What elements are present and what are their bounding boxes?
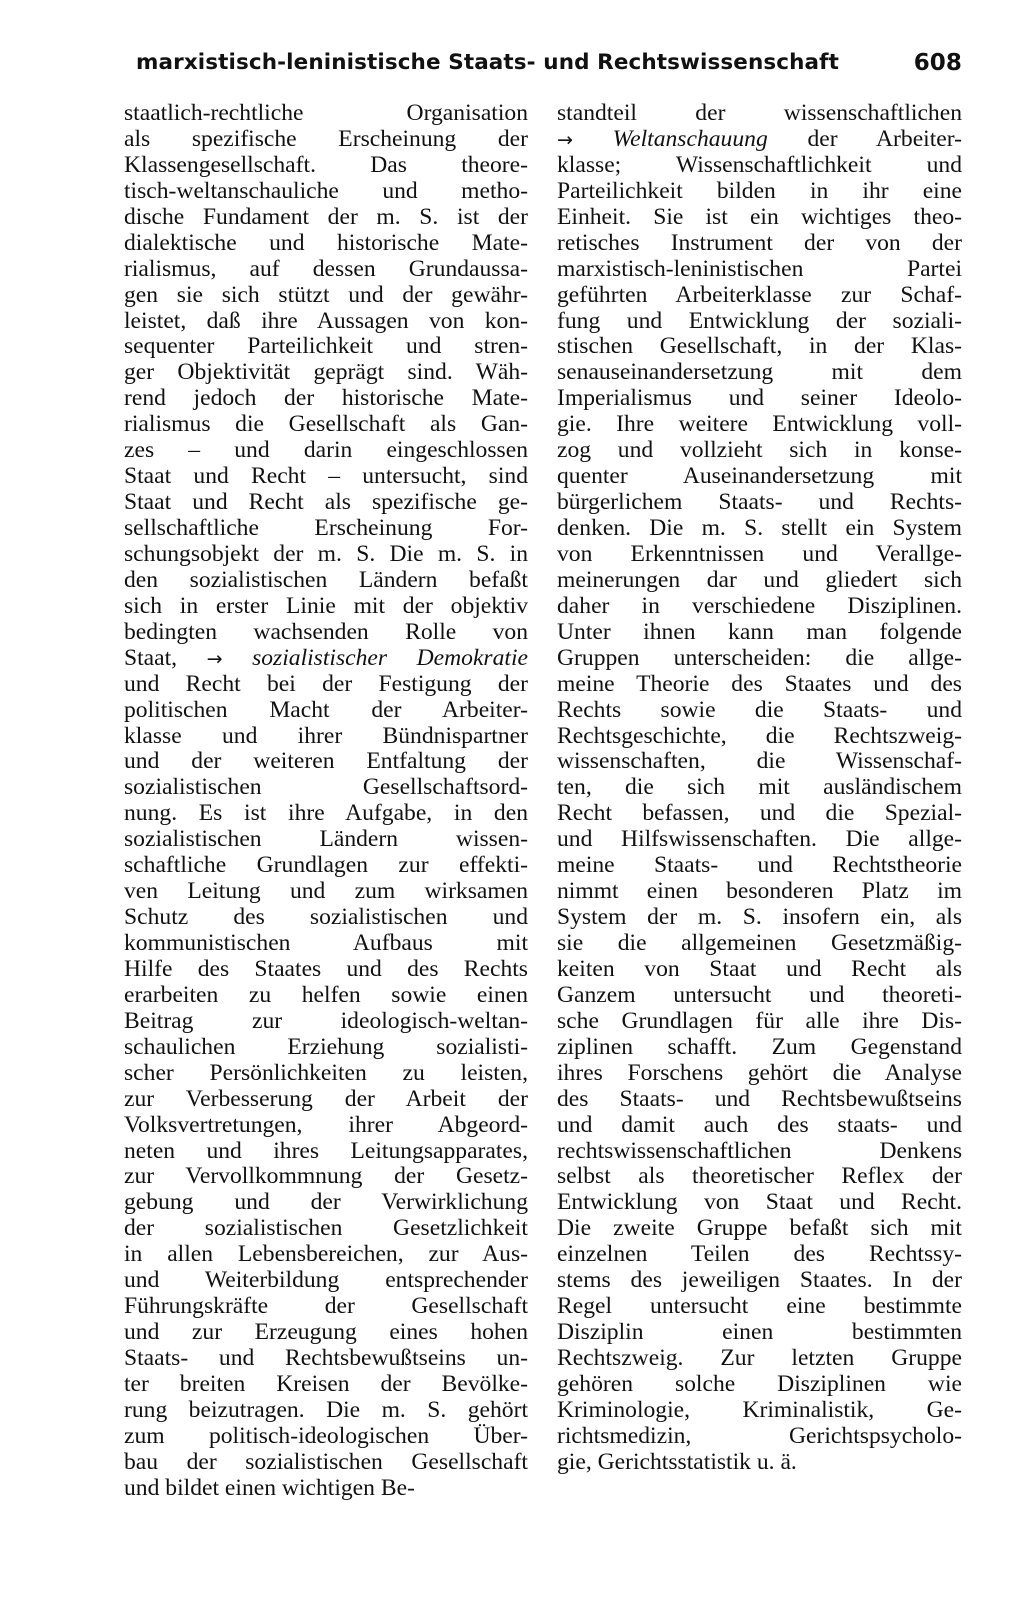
text-line: gebung und der Verwirklichung — [124, 1189, 528, 1216]
text-line: gie. Ihre weitere Entwicklung voll- — [557, 411, 962, 438]
cross-ref-link[interactable]: sozialistischer Demokratie — [252, 644, 528, 671]
left-column — [124, 101, 528, 1502]
text-line: sequenter Parteilichkeit und stren- — [124, 333, 528, 360]
cross-ref-arrow-icon: → — [557, 128, 573, 151]
text-line: politischen Macht der Arbeiter- — [124, 696, 528, 723]
text-line: Rechtsgeschichte, die Rechtszweig- — [557, 722, 962, 749]
text-line: und zur Erzeugung eines hohen — [124, 1319, 528, 1346]
text-line: leistet, daß ihre Aussagen von kon- — [124, 307, 528, 334]
text-line: des Staats- und Rechtsbewußtseins — [557, 1085, 962, 1112]
right-column — [557, 101, 962, 1476]
text-line: Einheit. Sie ist ein wichtiges theo- — [557, 203, 962, 230]
text-line: sie die allgemeinen Gesetzmäßig- — [557, 930, 962, 956]
text-line: ziplinen schafft. Zum Gegenstand — [557, 1033, 962, 1060]
text-line: stischen Gesellschaft, in der Klas- — [557, 333, 962, 360]
text-line: daher in verschiedene Disziplinen. — [557, 592, 962, 619]
text-line: schaulichen Erziehung sozialisti- — [124, 1033, 528, 1060]
text-line: zur Verbesserung der Arbeit der — [124, 1085, 528, 1112]
text-line: und Hilfswissenschaften. Die allge- — [557, 826, 962, 853]
text-line: und bildet einen wichtigen Be- — [124, 1474, 415, 1501]
text-line: rung beizutragen. Die m. S. gehört — [124, 1396, 528, 1423]
text-line: Disziplin einen bestimmten — [557, 1319, 962, 1346]
text-line: stems des jeweiligen Staates. In der — [557, 1267, 962, 1294]
text-line: rechtswissenschaftlichen Denkens — [557, 1137, 962, 1164]
text-line: Gruppen unterscheiden: die allge- — [557, 644, 962, 671]
text-line: nimmt einen besonderen Platz im — [557, 878, 962, 905]
text-line: kommunistischen Aufbaus mit — [124, 930, 528, 956]
text-line: und der weiteren Entfaltung der — [124, 748, 528, 775]
text-line: Kriminologie, Kriminalistik, Ge- — [557, 1396, 962, 1423]
text-line: sellschaftliche Erscheinung For- — [124, 515, 528, 541]
text-line: der sozialistischen Gesetzlichkeit — [124, 1215, 528, 1242]
text-line: neten und ihres Leitungsapparates, — [124, 1137, 528, 1164]
text-line: und Recht bei der Festigung der — [124, 670, 528, 697]
text-line: sozialistischen Ländern wissen- — [124, 826, 528, 853]
text-line: Rechtszweig. Zur letzten Gruppe — [557, 1345, 962, 1371]
text-line: von Erkenntnissen und Verallge- — [557, 540, 962, 567]
cross-ref-arrow-icon: → — [206, 647, 223, 670]
text-line: Staat und Recht als spezifische ge- — [124, 489, 528, 516]
text-line: meinerungen dar und gliedert sich — [557, 566, 962, 593]
text-line: richtsmedizin, Gerichtspsycholo- — [557, 1422, 962, 1449]
text-line: Rechts sowie die Staats- und — [557, 696, 962, 723]
text-line: Beitrag zur ideologisch-weltan- — [124, 1007, 528, 1034]
text-line — [124, 646, 528, 672]
text-line: ger Objektivität geprägt sind. Wäh- — [124, 359, 528, 386]
text-line: zes – und darin eingeschlossen — [124, 437, 528, 464]
text-line: ten, die sich mit ausländischem — [557, 774, 962, 801]
text-line: den sozialistischen Ländern befaßt — [124, 566, 528, 593]
text-line: in allen Lebensbereichen, zur Aus- — [124, 1241, 528, 1268]
text-line — [557, 127, 962, 153]
text-line: sich in erster Linie mit der objektiv — [124, 592, 528, 619]
text-line: klasse und ihrer Bündnispartner — [124, 722, 528, 749]
text-line: denken. Die m. S. stellt ein System — [557, 515, 962, 541]
text-line: gehören solche Disziplinen wie — [557, 1370, 962, 1397]
text-line: meine Theorie des Staates und des — [557, 670, 962, 697]
text-line: senauseinandersetzung mit dem — [557, 359, 962, 386]
text-line: rend jedoch der historische Mate- — [124, 385, 528, 412]
text-line: staatlich-rechtliche Organisation — [124, 100, 528, 126]
text-line: nung. Es ist ihre Aufgabe, in den — [124, 800, 528, 827]
text-line: schungsobjekt der m. S. Die m. S. in — [124, 540, 528, 567]
line-prefix: Staat, — [124, 644, 178, 671]
text-line: ihres Forschens gehört die Analyse — [557, 1059, 962, 1086]
line-suffix: der Arbeiter- — [807, 125, 962, 152]
text-line: meine Staats- und Rechtstheorie — [557, 852, 962, 879]
text-line: zur Vervollkommnung der Gesetz- — [124, 1163, 528, 1190]
text-line: bürgerlichem Staats- und Rechts- — [557, 489, 962, 516]
text-line: wissenschaften, die Wissenschaf- — [557, 748, 962, 775]
text-line: sozialistischen Gesellschaftsord- — [124, 774, 528, 801]
running-header — [136, 50, 962, 75]
text-line: Ganzem untersucht und theoreti- — [557, 981, 962, 1008]
text-line: sche Grundlagen für alle ihre Dis- — [557, 1007, 962, 1034]
text-line: Recht befassen, und die Spezial- — [557, 800, 962, 827]
text-line: bau der sozialistischen Gesellschaft — [124, 1448, 528, 1475]
text-line: Führungskräfte der Gesellschaft — [124, 1293, 528, 1320]
text-line: gen sie sich stützt und der gewähr- — [124, 281, 528, 308]
text-line: und Weiterbildung entsprechender — [124, 1267, 528, 1294]
text-line: retisches Instrument der von der — [557, 229, 962, 256]
text-line: Imperialismus und seiner Ideolo- — [557, 385, 962, 412]
text-line: fung und Entwicklung der soziali- — [557, 307, 962, 334]
text-line: rialismus die Gesellschaft als Gan- — [124, 411, 528, 438]
text-line: klasse; Wissenschaftlichkeit und — [557, 151, 962, 178]
text-line: gie, Gerichtsstatistik u. ä. — [557, 1448, 797, 1475]
cross-ref-link[interactable]: Weltanschauung — [612, 125, 768, 152]
text-line: Parteilichkeit bilden in ihr eine — [557, 177, 962, 204]
text-line: Die zweite Gruppe befaßt sich mit — [557, 1215, 962, 1242]
text-line: Schutz des sozialistischen und — [124, 904, 528, 931]
text-line: ven Leitung und zum wirksamen — [124, 878, 528, 905]
page-number: 608 — [913, 50, 962, 76]
text-line: und damit auch des staats- und — [557, 1111, 962, 1138]
text-line: Regel untersucht eine bestimmte — [557, 1293, 962, 1320]
text-line: System der m. S. insofern ein, als — [557, 904, 962, 931]
text-line: quenter Auseinandersetzung mit — [557, 463, 962, 490]
text-line: Volksvertretungen, ihrer Abgeord- — [124, 1111, 528, 1138]
text-line: bedingten wachsenden Rolle von — [124, 618, 528, 645]
text-line: dische Fundament der m. S. ist der — [124, 203, 528, 230]
text-line: Entwicklung von Staat und Recht. — [557, 1189, 962, 1216]
text-line: als spezifische Erscheinung der — [124, 125, 528, 152]
text-line: selbst als theoretischer Reflex der — [557, 1163, 962, 1190]
text-line: rialismus, auf dessen Grundaussa- — [124, 255, 528, 282]
text-line: dialektische und historische Mate- — [124, 229, 528, 256]
header-title: marxistisch-leninistische Staats- und Rechtswissenschaft — [136, 50, 839, 75]
text-line: einzelnen Teilen des Rechtssy- — [557, 1241, 962, 1268]
text-line: Unter ihnen kann man folgende — [557, 618, 962, 645]
text-line: Klassengesellschaft. Das theore- — [124, 151, 528, 178]
text-line: scher Persönlichkeiten zu leisten, — [124, 1059, 528, 1086]
text-line: geführten Arbeiterklasse zur Schaf- — [557, 281, 962, 308]
text-line: erarbeiten zu helfen sowie einen — [124, 981, 528, 1008]
text-line: marxistisch-leninistischen Partei — [557, 255, 962, 282]
text-line: keiten von Staat und Recht als — [557, 955, 962, 982]
text-line: zog und vollzieht sich in konse- — [557, 437, 962, 464]
text-line: zum politisch-ideologischen Über- — [124, 1422, 528, 1449]
text-line: Staat und Recht – untersucht, sind — [124, 463, 528, 490]
text-line: tisch-weltanschauliche und metho- — [124, 177, 528, 204]
text-line: Hilfe des Staates und des Rechts — [124, 955, 528, 982]
text-line: schaftliche Grundlagen zur effekti- — [124, 852, 528, 879]
text-line: Staats- und Rechtsbewußtseins un- — [124, 1345, 528, 1371]
text-line: ter breiten Kreisen der Bevölke- — [124, 1370, 528, 1397]
text-line: standteil der wissenschaftlichen — [557, 100, 962, 126]
